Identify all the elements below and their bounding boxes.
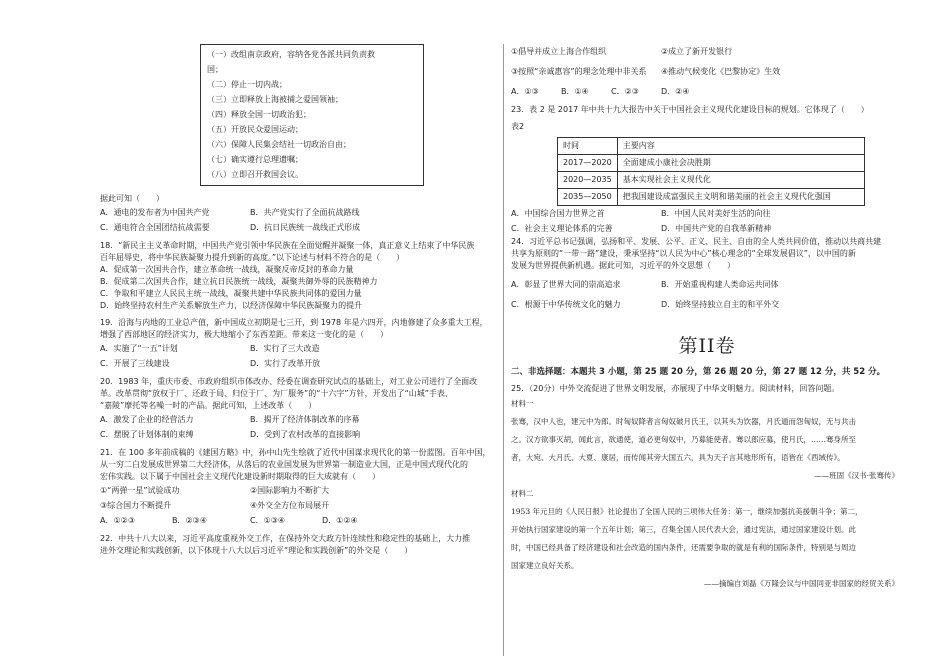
material-one [511, 395, 903, 467]
telegram-box [200, 44, 424, 186]
option-b[interactable]: B．促成第二次国共合作，建立抗日民族统一战线，凝聚共御外辱的民族精神力 [100, 277, 378, 286]
question-25-stem: 25．（20分）中外交流促进了世界文明发展，亦展现了中华文明魅力。阅读材料，回答问题。 [511, 384, 840, 393]
option-c[interactable]: C．②③ [611, 87, 639, 96]
option-d[interactable]: D．始终坚持农村生产关系解放生产力，以经济保障中华民族凝聚力的提升 [100, 301, 363, 310]
question-21-stem: 宏伟实践。以下属于中国社会主义现代化建设新时期取得的巨大成就有（ ） [100, 472, 380, 481]
material-source: ——摘编自刘磊《万隆会议与中国同亚非国家的经贸关系》 [704, 579, 899, 588]
items-row [511, 66, 903, 79]
table-header-cell: 主要内容 [617, 138, 864, 155]
option-d[interactable]: D．实行了改革开放 [250, 359, 321, 368]
statement-item: ②国际影响力不断扩大 [250, 486, 330, 495]
statement-item: ③综合国力不断提升 [100, 501, 172, 510]
box-line: （一）改组南京政府，容纳各党各派共同负责救 [207, 50, 375, 59]
right-column [511, 44, 903, 593]
table-caption: 表2 [511, 122, 525, 131]
box-line: 国； [207, 65, 223, 74]
material-source: ——班固《汉书·张骞传》 [814, 471, 899, 480]
box-line: （四）释放全国一切政治犯； [207, 110, 311, 119]
statement-item: ③按照“亲诚惠容”的理念处理中非关系 [511, 67, 647, 76]
question-23-stem: 23．表 2 是 2017 年中共十九大报告中关于中国社会主义现代化建设目标的规划。它体现了（ ） [511, 105, 869, 114]
option-a[interactable]: A．①②③ [100, 516, 135, 525]
material-line: 1953 年元旦的《人民日报》社论提出了全国人民的三项伟大任务：第一，继续加强抗美援朝斗争；第二， [511, 507, 863, 516]
material-line: 时，中国已经具备了经济建设和社会改造的国内条件，还需要争取的就是有利的国际条件，特别是与周边 [511, 543, 856, 552]
column-divider [503, 44, 504, 656]
question-18-stem: 18．“新民主主义革命时期，中国共产党引领中华民族在全面觉醒并凝聚一体，真正意义上结束了中华民族 [100, 241, 475, 250]
option-b[interactable]: B．②③④ [172, 516, 208, 525]
table-cell: 2017—2020 [558, 155, 618, 172]
box-line: （六）保障人民集会结社一切政治自由； [207, 140, 351, 149]
table-cell: 基本实现社会主义现代化 [617, 172, 864, 189]
option-d[interactable]: D．中国共产党的自我革新精神 [661, 224, 772, 233]
box-line: （七）确实遵行总理遗嘱； [207, 155, 303, 164]
question-19-stem: 19．沿海与内地的工业总产值，新中国成立初期是七三开，到 1978 年是六四开，内地修建了众多重大工程， [100, 318, 488, 327]
box-line: （三）立即释放上海被捕之爱国领袖； [207, 95, 343, 104]
option-b[interactable]: B．开始重视构建人类命运共同体 [661, 280, 779, 289]
option-a[interactable]: A．通电的发布者为中国共产党 [100, 208, 210, 217]
material-label: 材料一 [511, 399, 534, 408]
question-21-stem: 21．在 100 多年前成稿的《建国方略》中，孙中山先生绘就了近代中国谋求现代化的第一份蓝图。百年中国， [100, 448, 491, 457]
option-a[interactable]: A．①③ [511, 87, 539, 96]
option-d[interactable]: D．受到了农村改革的直接影响 [250, 430, 361, 439]
question-24-stem: 共享为原则的“一带一路”建设，秉承坚持“以人民为中心”核心理念的“全球发展倡议”，以中国的新 [511, 249, 856, 258]
material-label: 材料二 [511, 489, 534, 498]
option-c[interactable]: C．①③④ [250, 516, 286, 525]
table-cell: 把我国建设成富强民主文明和谐美丽的社会主义现代化强国 [617, 189, 864, 206]
question-20-stem: “嘉陵”摩托等名噪一时的产品。据此可知，上述改革（ ） [100, 401, 317, 410]
options-row [511, 208, 903, 221]
statement-item: ④外交全方位布局展开 [250, 501, 330, 510]
box-line: （五）开放民众爱国运动； [207, 125, 303, 134]
option-c[interactable]: C．通电符合全国团结抗战需要 [100, 223, 210, 232]
table-header-row [558, 138, 865, 155]
material-line: 开始执行国家建设的第一个五年计划；第三，召集全国人民代表大会，通过宪法，通过国家建设计划。此 [511, 525, 856, 534]
option-d[interactable]: D．②④ [661, 87, 690, 96]
option-a[interactable]: A．促成第一次国共合作，建立革命统一战线，凝聚反帝反封的革命力量 [100, 265, 354, 274]
material-two [511, 485, 903, 575]
option-c[interactable]: C．摆脱了计划体制的束缚 [100, 430, 194, 439]
table-row [558, 189, 865, 206]
statement-item: ④推动气候变化《巴黎协定》生效 [661, 67, 781, 76]
table-row [558, 172, 865, 189]
statement-item: ①“两弹一星”试验成功 [100, 486, 180, 495]
material-line: 张骞，汉中人也，建元中为郎。时匈奴降者言匈奴破月氏王，以其头为饮器，月氏遁而怨匈奴，无与共击 [511, 417, 856, 426]
option-b[interactable]: B．共产党实行了全面抗战路线 [250, 208, 360, 217]
options-row [100, 429, 492, 442]
box-line: （二）停止一切内战； [207, 80, 287, 89]
items-row [100, 485, 492, 498]
options-row [100, 207, 492, 220]
question-21-stem: 从一穷二白发展成世界第二大经济体，从落后的农业国发展为世界第一制造业大国，正是中国式现代化的 [100, 460, 468, 469]
statement-item: ①倡导并成立上海合作组织 [511, 47, 607, 56]
options-row [511, 299, 903, 312]
options-row [100, 358, 492, 371]
option-b[interactable]: B．①④ [561, 87, 589, 96]
question-22-stem: 22．中共十八大以来，习近平高度重视外交工作，在保持外交大政方针连续性和稳定性的基础上，大力推 [100, 534, 471, 543]
option-a[interactable]: A．激发了企业的经营活力 [100, 415, 194, 424]
table-row [558, 155, 865, 172]
option-d[interactable]: D．①②④ [322, 516, 358, 525]
section-title: 第II卷 [678, 335, 736, 357]
material-line: 之。汉方欲事灭胡，闻此言，欲通使，道必更匈奴中，乃募能使者。骞以郎应募，使月氏，……骞身所至 [511, 435, 856, 444]
option-a[interactable]: A．中国综合国力世界之首 [511, 209, 605, 218]
option-c[interactable]: C．根源于中华传统文化的魅力 [511, 300, 621, 309]
option-b[interactable]: B．实行了三大改造 [250, 344, 320, 353]
section-heading: 二、非选择题：本题共 3 小题，第 25 题 20 分，第 26 题 20 分，第 27 题 12 分，共 52 分。 [511, 367, 886, 377]
table-cell: 2035—2050 [558, 189, 618, 206]
box-line: （八）立即召开救国会议。 [207, 170, 303, 179]
options-row [100, 222, 492, 235]
question-24-stem: 发展为世界提供新机遇。据此可知，习近平的外交思想（ ） [511, 261, 735, 270]
table-header-cell: 时间 [558, 138, 618, 155]
options-row [100, 343, 492, 356]
option-a[interactable]: A．彰显了世界大同的崇高追求 [511, 280, 621, 289]
table-cell: 全面建成小康社会决胜期 [617, 155, 864, 172]
question-24-stem: 24．习近平总书记强调，弘扬和平、发展、公平、正义、民主、自由的全人类共同价值，推动以共商共建 [511, 237, 882, 246]
option-c[interactable]: C．社会主义理论体系的完善 [511, 224, 613, 233]
options-row [100, 515, 492, 528]
items-row [100, 500, 492, 513]
statement-item: ②成立了新开发银行 [661, 47, 733, 56]
options-row [100, 414, 492, 427]
question-20-stem: 20．1983 年，重庆市委、市政府组织市体改办、经委在调查研究试点的基础上，对工业公司进行了全面改 [100, 377, 478, 386]
question-18-stem: 百年屈辱史，将中华民族凝聚力提升到新的高度。”以下论述与材料不符合的是（ ） [100, 253, 405, 262]
option-c[interactable]: C．开展了三线建设 [100, 359, 170, 368]
material-line: 者，大宛、大月氏、大夏、康居，而传闻其旁大国五六，具为天子言其地形所有，语皆在《西域传》。 [511, 453, 845, 462]
option-b[interactable]: B．中国人民对美好生活的向往 [661, 209, 771, 218]
option-c[interactable]: C．争取和平建立人民民主统一战线，凝聚共建中华民族共同体的爱国力量 [100, 289, 362, 298]
material-line: 国家建立良好关系。 [511, 561, 579, 570]
options-row [511, 223, 903, 236]
option-a[interactable]: A．实施了“一五”计划 [100, 344, 178, 353]
plan-table [557, 137, 865, 206]
items-row [511, 46, 903, 59]
options-row [511, 86, 903, 99]
left-column [100, 44, 492, 557]
option-d[interactable]: D．抗日民族统一战线正式形成 [250, 223, 361, 232]
option-b[interactable]: B．揭开了经济体制改革的序幕 [250, 415, 360, 424]
table-cell: 2020—2035 [558, 172, 618, 189]
question-22-stem: 进外交理论和实践创新，以下体现十八大以后习近平“理论和实践创新”的外交是（ ） [100, 546, 413, 555]
question-19-stem: 增强了西部地区的经济实力，极大地缩小了东西差距。带来这一变化的是（ ） [100, 330, 388, 339]
option-d[interactable]: D．始终坚持独立自主的和平外交 [661, 300, 780, 309]
options-row [511, 279, 903, 292]
question-20-stem: 革。改革贯彻“放权于厂、还政于局、归位于厂、为厂服务”的“十六字”方针，开发出了“山城”手表、 [100, 389, 453, 398]
question-17-stem: 据此可知（ ） [100, 194, 164, 203]
